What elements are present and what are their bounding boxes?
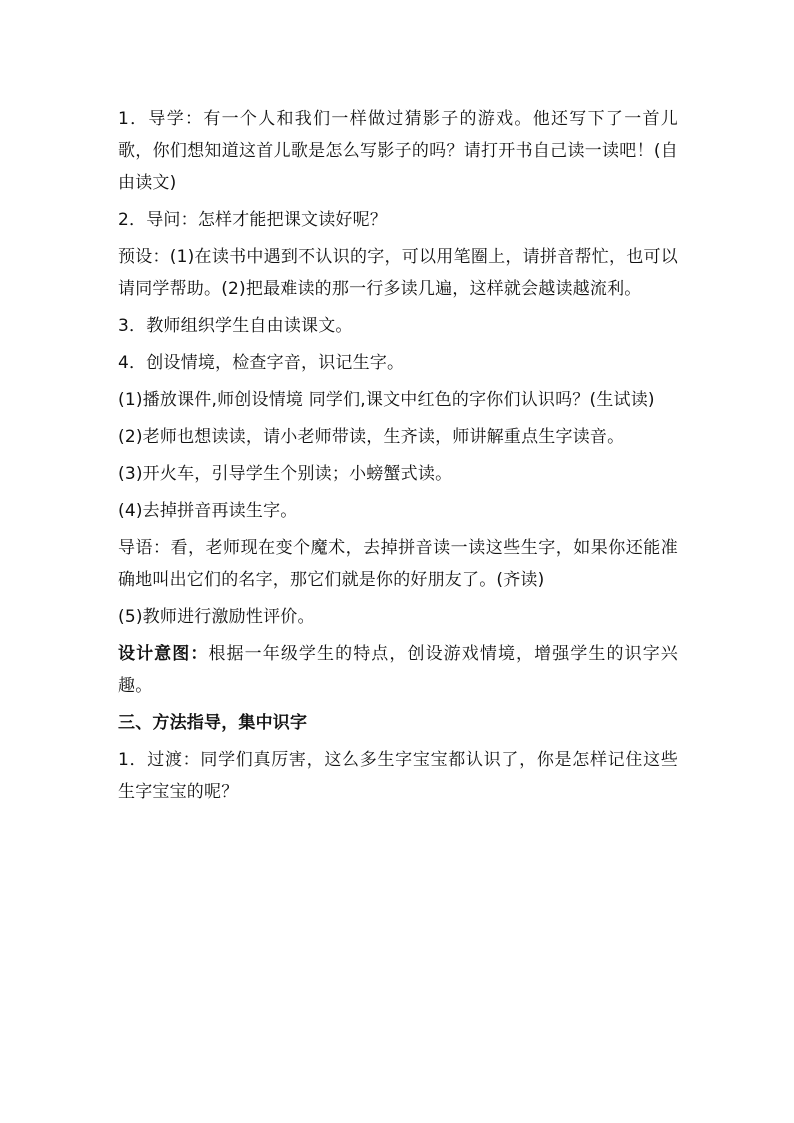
paragraph-substep-4: (4)去掉拼音再读生字。 (118, 501, 298, 521)
document-body (118, 103, 678, 813)
paragraph-step-3: 3．教师组织学生自由读课文。 (118, 316, 353, 336)
paragraph-presupposition: 预设：(1)在读书中遇到不认识的字，可以用笔圈上，请拼音帮忙，也可以请同学帮助。(2)把最难读的那一行多读几遍，这样就会越读越流利。 (118, 247, 678, 299)
paragraph-guided-question: 2．导问：怎样才能把课文读好呢？ (118, 210, 388, 230)
paragraph-step-4: 4．创设情境，检查字音，识记生字。 (118, 353, 405, 373)
paragraph-design-intent (118, 638, 678, 702)
paragraph-substep-3: (3)开火车，引导学生个别读；小螃蟹式读。 (118, 464, 453, 484)
design-intent-text: 根据一年级学生的特点，创设游戏情境，增强学生的识字兴趣。 (118, 644, 678, 696)
section-heading: 三、方法指导，集中识字 (118, 713, 308, 733)
design-intent-label: 设计意图： (118, 644, 209, 664)
paragraph-substep-5: (5)教师进行激励性评价。 (118, 607, 315, 627)
paragraph-transition: 1．过渡：同学们真厉害，这么多生字宝宝都认识了，你是怎样记住这些生字宝宝的呢？ (118, 750, 678, 802)
paragraph-guide-words: 导语：看，老师现在变个魔术，去掉拼音读一读这些生字，如果你还能准确地叫出它们的名字，那它们就是你的好朋友了。(齐读) (118, 538, 678, 590)
paragraph-substep-2: (2)老师也想读读，请小老师带读，生齐读，师讲解重点生字读音。 (118, 427, 625, 447)
paragraph-guided-study: 1．导学：有一个人和我们一样做过猜影子的游戏。他还写下了一首儿歌，你们想知道这首儿歌是怎么写影子的吗？请打开书自己读一读吧！(自由读文) (118, 109, 678, 193)
paragraph-substep-1: (1)播放课件,师创设情境 同学们,课文中红色的字你们认识吗？(生试读) (118, 390, 655, 410)
